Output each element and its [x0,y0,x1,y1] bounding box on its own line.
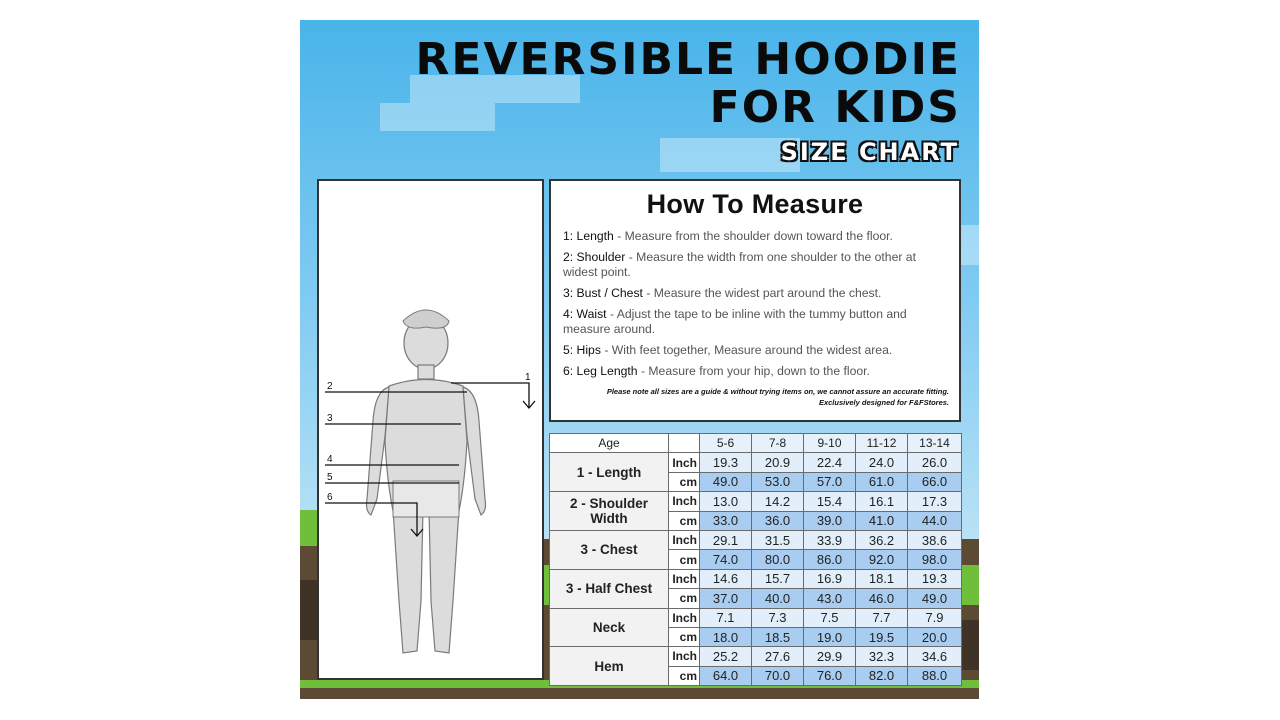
cm-value-cell: 92.0 [856,550,908,569]
how-to-measure-title: How To Measure [646,189,864,219]
table-row-inch [550,647,962,666]
unit-label-inch: Inch [669,492,700,511]
cm-value-cell: 76.0 [804,666,856,685]
measurement-label: Neck [550,608,669,647]
cm-value-cell: 19.5 [856,627,908,646]
cm-value-cell: 66.0 [908,472,962,491]
inch-value-cell: 22.4 [804,453,856,472]
table-row-inch [550,569,962,588]
marker-1: 1 [525,372,531,383]
cm-value-cell: 33.0 [700,511,752,530]
measurement-label: 3 - Chest [550,530,669,569]
unit-header [669,434,700,453]
measurement-label: 1 - Length [550,453,669,492]
pixel-cloud [660,138,800,172]
cm-value-cell: 40.0 [752,589,804,608]
age-column-header: 9-10 [804,434,856,453]
marker-2: 2 [327,381,333,392]
inch-value-cell: 25.2 [700,647,752,666]
step-chest [563,286,947,301]
size-chart-poster [300,20,979,699]
cm-value-cell: 41.0 [856,511,908,530]
left-leg-shape [393,509,423,653]
cm-value-cell: 86.0 [804,550,856,569]
grass-block [961,565,979,605]
marker-6: 6 [327,492,333,503]
step-label: 2: Shoulder [563,250,626,264]
age-header: Age [550,434,669,453]
disclaimer-line-1: Please note all sizes are a guide & without trying items on, we cannot assure an accurate fitting. [606,387,949,396]
cm-value-cell: 61.0 [856,472,908,491]
inch-value-cell: 7.9 [908,608,962,627]
step-hips [563,343,947,358]
inch-value-cell: 18.1 [856,569,908,588]
inch-value-cell: 7.3 [752,608,804,627]
step-label: 1: Length [563,229,614,243]
inch-value-cell: 14.2 [752,492,804,511]
inch-value-cell: 17.3 [908,492,962,511]
age-column-header: 5-6 [700,434,752,453]
step-label: 3: Bust / Chest [563,286,643,300]
hair-shape [403,310,449,328]
cm-value-cell: 49.0 [908,589,962,608]
unit-label-cm: cm [669,589,700,608]
cm-value-cell: 18.5 [752,627,804,646]
step-text: - Adjust the tape to be inline with the tummy button and measure around. [563,307,907,336]
table-header-row [550,434,962,453]
cm-value-cell: 44.0 [908,511,962,530]
step-text: - Measure the widest part around the chest. [642,286,882,300]
cm-value-cell: 46.0 [856,589,908,608]
cm-value-cell: 49.0 [700,472,752,491]
inch-value-cell: 31.5 [752,530,804,549]
inch-value-cell: 29.9 [804,647,856,666]
cm-value-cell: 80.0 [752,550,804,569]
step-leg-length [563,364,947,379]
measurement-label: 2 - Shoulder Width [550,492,669,531]
age-column-header: 13-14 [908,434,962,453]
dirt-block [300,580,317,640]
step-length [563,229,947,244]
table-row-inch [550,530,962,549]
step-label: 4: Waist [563,307,607,321]
inch-value-cell: 33.9 [804,530,856,549]
inch-value-cell: 16.9 [804,569,856,588]
age-column-header: 11-12 [856,434,908,453]
cm-value-cell: 98.0 [908,550,962,569]
inch-value-cell: 19.3 [908,569,962,588]
inch-value-cell: 36.2 [856,530,908,549]
age-column-header: 7-8 [752,434,804,453]
cm-value-cell: 37.0 [700,589,752,608]
title-line-2: FOR KIDS [709,82,961,133]
cm-value-cell: 53.0 [752,472,804,491]
step-text: - Measure from the shoulder down toward the floor. [613,229,893,243]
unit-label-inch: Inch [669,453,700,472]
inch-value-cell: 34.6 [908,647,962,666]
cm-value-cell: 64.0 [700,666,752,685]
inch-value-cell: 20.9 [752,453,804,472]
grass-block [300,510,317,546]
table-row-inch [550,453,962,472]
marker-3: 3 [327,413,333,424]
inch-value-cell: 29.1 [700,530,752,549]
step-shoulder [563,250,947,280]
dirt-block [961,620,979,670]
table-body [550,453,962,686]
unit-label-cm: cm [669,511,700,530]
title-line-1: REVERSIBLE HOODIE [415,34,961,85]
unit-label-inch: Inch [669,569,700,588]
inch-value-cell: 15.4 [804,492,856,511]
cm-value-cell: 88.0 [908,666,962,685]
inch-value-cell: 27.6 [752,647,804,666]
shorts-shape [393,481,459,517]
cm-value-cell: 57.0 [804,472,856,491]
unit-label-cm: cm [669,627,700,646]
step-label: 5: Hips [563,343,601,357]
right-leg-shape [429,509,459,653]
neck-shape [418,365,434,379]
cm-value-cell: 82.0 [856,666,908,685]
inch-value-cell: 13.0 [700,492,752,511]
table-row-inch [550,608,962,627]
cm-value-cell: 74.0 [700,550,752,569]
step-text: - Measure the width from one shoulder to the other at widest point. [563,250,916,279]
subtitle: SIZE CHART [780,138,959,166]
how-to-measure-panel [549,179,961,422]
marker-4: 4 [327,454,333,465]
step-waist [563,307,947,337]
marker-5: 5 [327,472,333,483]
step-text: - With feet together, Measure around the widest area. [600,343,893,357]
inch-value-cell: 24.0 [856,453,908,472]
size-table [549,433,962,686]
cm-value-cell: 39.0 [804,511,856,530]
cm-value-cell: 18.0 [700,627,752,646]
measurement-figure-panel [317,179,544,680]
cm-value-cell: 20.0 [908,627,962,646]
cm-value-cell: 70.0 [752,666,804,685]
inch-value-cell: 7.7 [856,608,908,627]
inch-value-cell: 32.3 [856,647,908,666]
unit-label-cm: cm [669,472,700,491]
unit-label-cm: cm [669,550,700,569]
disclaimer-line-2: Exclusively designed for F&FStores. [818,398,949,407]
inch-value-cell: 7.5 [804,608,856,627]
pixel-cloud [380,103,495,131]
unit-label-cm: cm [669,666,700,685]
cm-value-cell: 19.0 [804,627,856,646]
inch-value-cell: 15.7 [752,569,804,588]
inch-value-cell: 26.0 [908,453,962,472]
inch-value-cell: 16.1 [856,492,908,511]
inch-value-cell: 38.6 [908,530,962,549]
table-row-inch [550,492,962,511]
measurement-label: Hem [550,647,669,686]
cm-value-cell: 43.0 [804,589,856,608]
cm-value-cell: 36.0 [752,511,804,530]
inch-value-cell: 14.6 [700,569,752,588]
step-label: 6: Leg Length [563,364,638,378]
unit-label-inch: Inch [669,608,700,627]
step-text: - Measure from your hip, down to the floor. [637,364,870,378]
measurement-label: 3 - Half Chest [550,569,669,608]
inch-value-cell: 19.3 [700,453,752,472]
unit-label-inch: Inch [669,647,700,666]
fitting-disclaimer [607,386,949,408]
unit-label-inch: Inch [669,530,700,549]
child-body-diagram [319,181,542,678]
inch-value-cell: 7.1 [700,608,752,627]
